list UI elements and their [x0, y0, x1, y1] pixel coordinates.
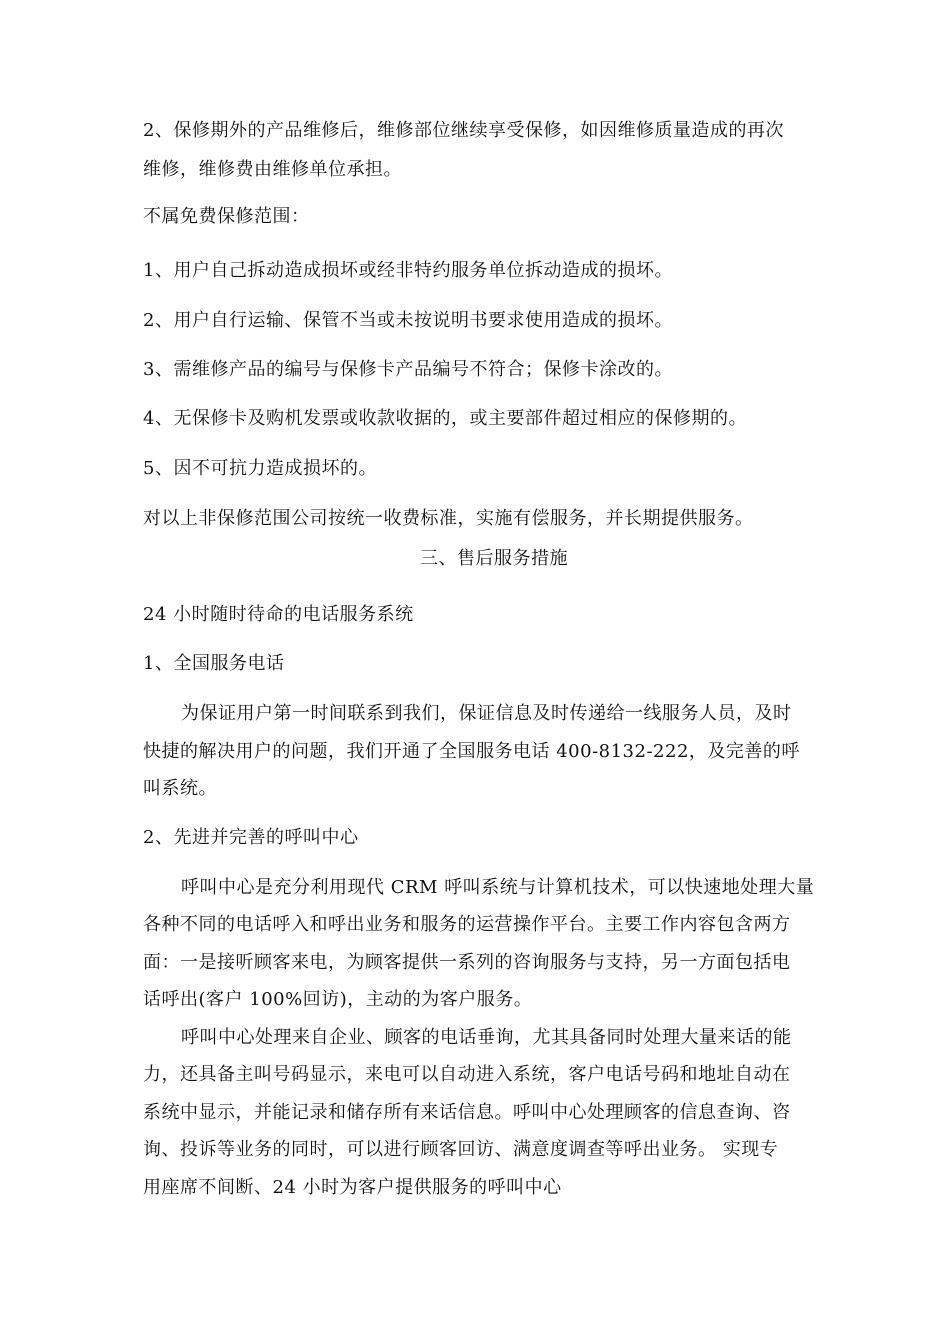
call-center-paragraph1-line2: 各种不同的电话呼入和呼出业务和服务的运营操作平台。主要工作内容包含两方 — [143, 914, 791, 935]
section-title-after-sales: 三、售后服务措施 — [420, 548, 568, 569]
call-center-paragraph2-line2: 力，还具备主叫号码显示，来电可以自动进入系统，客户电话号码和地址自动在 — [143, 1064, 791, 1085]
call-center-paragraph2-line3: 系统中显示，并能记录和储存所有来话信息。呼叫中心处理顾客的信息查询、咨 — [143, 1102, 791, 1123]
exclusion-item-2: 2、用户自行运输、保管不当或未按说明书要求使用造成的损坏。 — [143, 310, 673, 331]
hotline-paragraph-line1: 为保证用户第一时间联系到我们，保证信息及时传递给一线服务人员，及时 — [181, 703, 792, 724]
call-center-paragraph1-line3: 面：一是接听顾客来电，为顾客提供一系列的咨询服务与支持，另一方面包括电 — [143, 952, 791, 973]
subheading-call-center: 2、先进并完善的呼叫中心 — [143, 827, 359, 848]
exclusion-item-1: 1、用户自己拆动造成损坏或经非特约服务单位拆动造成的损坏。 — [143, 260, 673, 281]
call-center-paragraph2-line5: 用座席不间断、24 小时为客户提供服务的呼叫中心 — [143, 1177, 562, 1198]
exclusion-item-4: 4、无保修卡及购机发票或收款收据的，或主要部件超过相应的保修期的。 — [143, 408, 747, 429]
paragraph-warranty-2-line1: 2、保修期外的产品维修后，维修部位继续享受保修，如因维修质量造成的再次 — [143, 120, 784, 141]
subheading-24h-phone: 24 小时随时待命的电话服务系统 — [143, 604, 414, 625]
paragraph-warranty-2-line2: 维修，维修费由维修单位承担。 — [143, 159, 402, 180]
section-heading-exclusions: 不属免费保修范围： — [143, 206, 310, 227]
call-center-paragraph2-line1: 呼叫中心处理来自企业、顾客的电话垂询，尤其具备同时处理大量来话的能 — [181, 1027, 792, 1048]
hotline-paragraph-line2: 快捷的解决用户的问题，我们开通了全国服务电话 400-8132-222，及完善的呼 — [143, 741, 800, 762]
call-center-paragraph1-line4: 话呼出(客户 100%回访)，主动的为客户服务。 — [143, 989, 533, 1010]
exclusion-summary: 对以上非保修范围公司按统一收费标准，实施有偿服务，并长期提供服务。 — [143, 508, 754, 529]
exclusion-item-5: 5、因不可抗力造成损坏的。 — [143, 458, 377, 479]
call-center-paragraph1-line1: 呼叫中心是充分利用现代 CRM 呼叫系统与计算机技术，可以快速地处理大量 — [181, 877, 815, 898]
subheading-national-hotline: 1、全国服务电话 — [143, 653, 285, 674]
exclusion-item-3: 3、需维修产品的编号与保修卡产品编号不符合；保修卡涂改的。 — [143, 359, 673, 380]
call-center-paragraph2-line4: 询、投诉等业务的同时，可以进行顾客回访、满意度调查等呼出业务。 实现专 — [143, 1139, 779, 1160]
hotline-paragraph-line3: 叫系统。 — [143, 778, 217, 799]
